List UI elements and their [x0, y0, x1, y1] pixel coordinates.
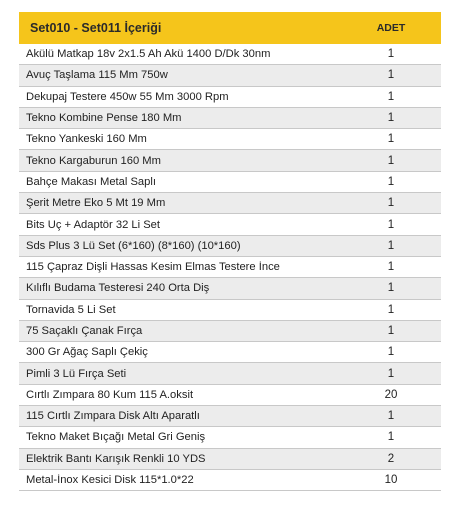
item-quantity: 1: [387, 197, 395, 210]
item-name: Avuç Taşlama 115 Mm 750w: [26, 69, 168, 82]
table-body: [19, 44, 441, 491]
table-row: [19, 321, 441, 342]
item-quantity: 2: [387, 452, 395, 465]
table-row: [19, 87, 441, 108]
item-name: Metal-İnox Kesici Disk 115*1.0*22: [26, 474, 194, 487]
item-quantity: 1: [387, 239, 395, 252]
item-quantity: 1: [387, 410, 395, 423]
item-quantity: 1: [387, 346, 395, 359]
item-name: Akülü Matkap 18v 2x1.5 Ah Akü 1400 D/Dk 30nm: [26, 48, 271, 61]
item-name: Cırtlı Zımpara 80 Kum 115 A.oksit: [26, 388, 194, 401]
item-quantity: 1: [387, 175, 395, 188]
table-row: [19, 300, 441, 321]
item-name: 300 Gr Ağaç Saplı Çekiç: [26, 346, 148, 359]
item-quantity: 20: [384, 388, 398, 401]
item-name: Tekno Maket Bıçağı Metal Gri Geniş: [26, 431, 206, 444]
item-name: 115 Cırtlı Zımpara Disk Altı Aparatlı: [26, 410, 200, 423]
table-row: [19, 193, 441, 214]
table-header: [19, 12, 441, 44]
table-row: [19, 129, 441, 150]
item-quantity: 1: [387, 431, 395, 444]
contents-table: [19, 12, 441, 491]
table-row: [19, 278, 441, 299]
item-quantity: 1: [387, 325, 395, 337]
item-quantity: 1: [387, 282, 395, 295]
table-row: [19, 236, 441, 257]
item-name: Dekupaj Testere 450w 55 Mm 3000 Rpm: [26, 90, 229, 103]
item-name: Pimli 3 Lü Fırça Seti: [26, 367, 127, 380]
table-row: [19, 342, 441, 363]
item-name: Tekno Kombine Pense 180 Mm: [26, 112, 182, 125]
table-title: Set010 - Set011 İçeriği: [30, 21, 162, 35]
item-name: Şerit Metre Eko 5 Mt 19 Mm: [26, 197, 166, 210]
table-row: [19, 108, 441, 129]
table-row: [19, 363, 441, 384]
item-name: Sds Plus 3 Lü Set (6*160) (8*160) (10*160): [26, 239, 241, 252]
table-row: [19, 470, 441, 491]
item-quantity: 1: [387, 261, 395, 274]
item-name: Elektrik Bantı Karışık Renkli 10 YDS: [26, 452, 206, 465]
table-row: [19, 406, 441, 427]
table-row: [19, 449, 441, 470]
table-row: [19, 150, 441, 171]
item-name: 75 Saçaklı Çanak Fırça: [26, 325, 143, 337]
item-quantity: 1: [387, 90, 395, 103]
item-name: Tekno Kargaburun 160 Mm: [26, 154, 161, 167]
quantity-column-header: ADET: [376, 22, 406, 34]
table-row: [19, 427, 441, 448]
item-quantity: 1: [387, 367, 395, 380]
item-quantity: 1: [387, 218, 395, 231]
item-name: Kılıflı Budama Testeresi 240 Orta Diş: [26, 282, 210, 295]
item-quantity: 10: [384, 474, 398, 487]
item-name: Bahçe Makası Metal Saplı: [26, 175, 156, 188]
table-row: [19, 65, 441, 86]
table-row: [19, 172, 441, 193]
item-quantity: 1: [387, 69, 395, 82]
item-quantity: 1: [387, 154, 395, 167]
item-name: Bits Uç + Adaptör 32 Li Set: [26, 218, 161, 231]
table-row: [19, 44, 441, 65]
item-quantity: 1: [387, 303, 395, 316]
item-name: Tekno Yankeski 160 Mm: [26, 133, 147, 146]
item-name: 115 Çapraz Dişli Hassas Kesim Elmas Testere İnce: [26, 261, 280, 274]
table-row: [19, 385, 441, 406]
table-row: [19, 214, 441, 235]
item-name: Tornavida 5 Li Set: [26, 303, 116, 316]
table-row: [19, 257, 441, 278]
item-quantity: 1: [387, 48, 395, 61]
item-quantity: 1: [387, 133, 395, 146]
item-quantity: 1: [387, 112, 395, 125]
